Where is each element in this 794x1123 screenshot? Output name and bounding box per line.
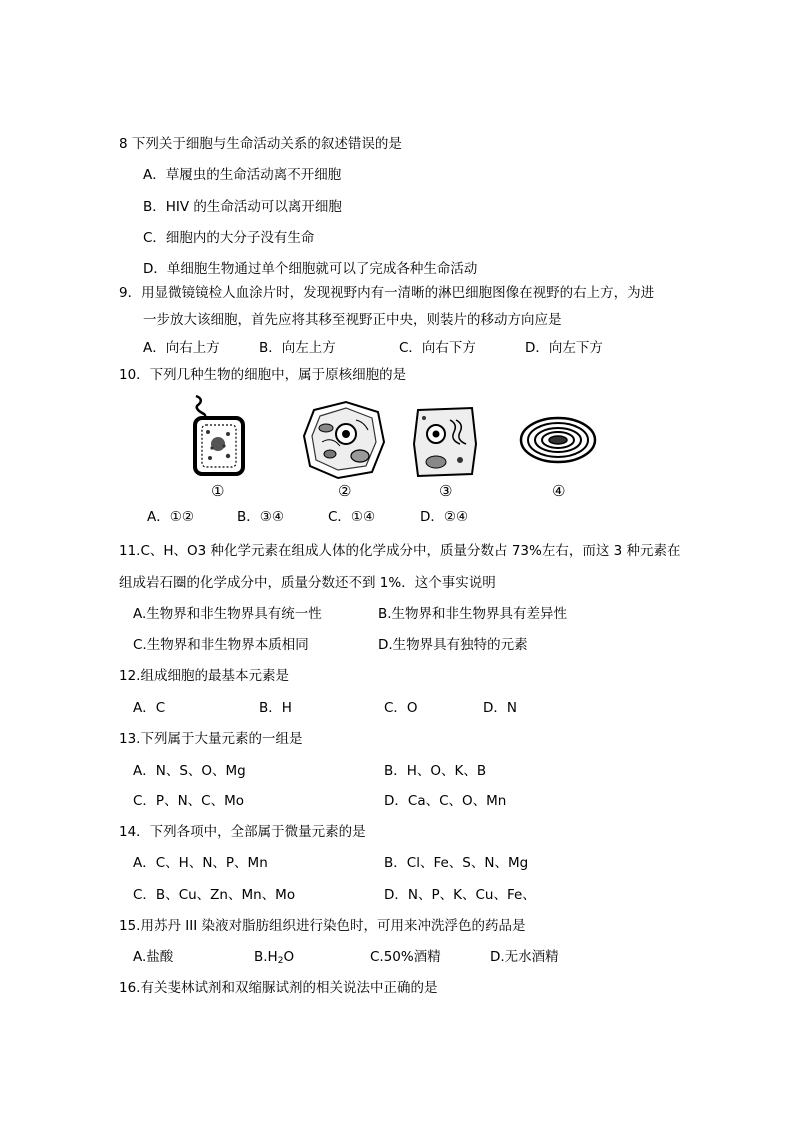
q9-option-d: D．向左下方 — [525, 340, 603, 356]
q10-options — [147, 508, 507, 526]
q14-option-d: D．N、P、K、Cu、Fe、 — [384, 887, 536, 903]
q8-option-a: A．草履虫的生命活动离不开细胞 — [143, 167, 342, 183]
q15-option-b-subscript: 2 — [277, 956, 284, 966]
figure-label-2: ② — [338, 482, 352, 500]
concentric-cell-figure — [518, 414, 598, 466]
q13-option-b: B．H、O、K、B — [384, 763, 487, 779]
figure-label-1: ① — [211, 482, 225, 500]
q11-options-row2 — [133, 636, 653, 654]
q11-option-c: C.生物界和非生物界本质相同 — [133, 637, 309, 653]
q9-option-a: A．向右上方 — [143, 340, 220, 356]
q8-option-d: D．单细胞生物通过单个细胞就可以了完成各种生命活动 — [143, 261, 478, 277]
figure-label-4: ④ — [552, 482, 566, 500]
q13-option-a: A．N、S、O、Mg — [133, 763, 246, 779]
q8-stem: 8 下列关于细胞与生命活动关系的叙述错误的是 — [119, 136, 402, 152]
q12-option-c: C．O — [384, 700, 418, 716]
q13-options-row1 — [133, 762, 653, 780]
q10-option-c: C．①④ — [328, 509, 376, 525]
q11-options-row1 — [133, 605, 653, 623]
q14-option-b: B．Cl、Fe、S、N、Mg — [384, 855, 529, 871]
animal-cell-figure — [410, 404, 482, 480]
q9-option-c: C．向右下方 — [399, 340, 476, 356]
q12-option-b: B．H — [259, 700, 292, 716]
q14-option-a: A．C、H、N、P、Mn — [133, 855, 268, 871]
q15-stem: 15.用苏丹 III 染液对脂肪组织进行染色时，可用来冲洗浮色的药品是 — [119, 918, 526, 934]
q10-stem: 10．下列几种生物的细胞中，属于原核细胞的是 — [119, 367, 407, 383]
q12-option-a: A．C — [133, 700, 166, 716]
q14-option-c: C．B、Cu、Zn、Mn、Mo — [133, 887, 296, 903]
q12-option-d: D．N — [483, 700, 517, 716]
q15-option-b — [254, 948, 294, 966]
q9-option-b: B．向左上方 — [259, 340, 336, 356]
q13-option-c: C．P、N、C、Mo — [133, 793, 244, 809]
q10-option-b: B．③④ — [237, 509, 284, 525]
q15-option-c: C.50%酒精 — [370, 949, 441, 965]
q11-option-b: B.生物界和非生物界具有差异性 — [378, 606, 568, 622]
q15-option-a: A.盐酸 — [133, 949, 174, 965]
q12-options — [133, 699, 553, 717]
q8-option-b: B．HIV 的生命活动可以离开细胞 — [143, 199, 342, 215]
q14-options-row2 — [133, 886, 653, 904]
q15-option-b-text: B.H — [254, 949, 278, 965]
q16-stem: 16.有关斐林试剂和双缩脲试剂的相关说法中正确的是 — [119, 980, 438, 996]
q15-option-b-tail: O — [283, 949, 295, 965]
q11-stem-line1: 11.C、H、O3 种化学元素在组成人体的化学成分中，质量分数占 73%左右，而这 3 种元素在 — [119, 543, 681, 559]
q8-option-c: C．细胞内的大分子没有生命 — [143, 230, 315, 246]
q9-stem-line1: 9．用显微镜镜检人血涂片时，发现视野内有一清晰的淋巴细胞图像在视野的右上方，为进 — [119, 285, 655, 301]
q9-stem-line2: 一步放大该细胞，首先应将其移至视野正中央，则装片的移动方向应是 — [143, 312, 562, 328]
q12-stem: 12.组成细胞的最基本元素是 — [119, 668, 289, 684]
q9-options — [143, 339, 663, 357]
q13-stem: 13.下列属于大量元素的一组是 — [119, 731, 303, 747]
q15-options — [133, 948, 653, 966]
q10-option-a: A．①② — [147, 509, 194, 525]
plant-cell-figure — [300, 398, 388, 482]
q10-option-d: D．②④ — [420, 509, 469, 525]
q15-option-d: D.无水酒精 — [490, 949, 559, 965]
q14-stem: 14．下列各项中，全部属于微量元素的是 — [119, 824, 366, 840]
figure-label-3: ③ — [439, 482, 453, 500]
q11-option-a: A.生物界和非生物界具有统一性 — [133, 606, 322, 622]
q14-options-row1 — [133, 854, 653, 872]
bacterium-cell-figure — [180, 392, 262, 482]
q11-stem-line2: 组成岩石圈的化学成分中，质量分数还不到 1%．这个事实说明 — [119, 575, 496, 591]
q13-option-d: D．Ca、C、O、Mn — [384, 793, 507, 809]
q11-option-d: D.生物界具有独特的元素 — [378, 637, 528, 653]
q13-options-row2 — [133, 792, 653, 810]
